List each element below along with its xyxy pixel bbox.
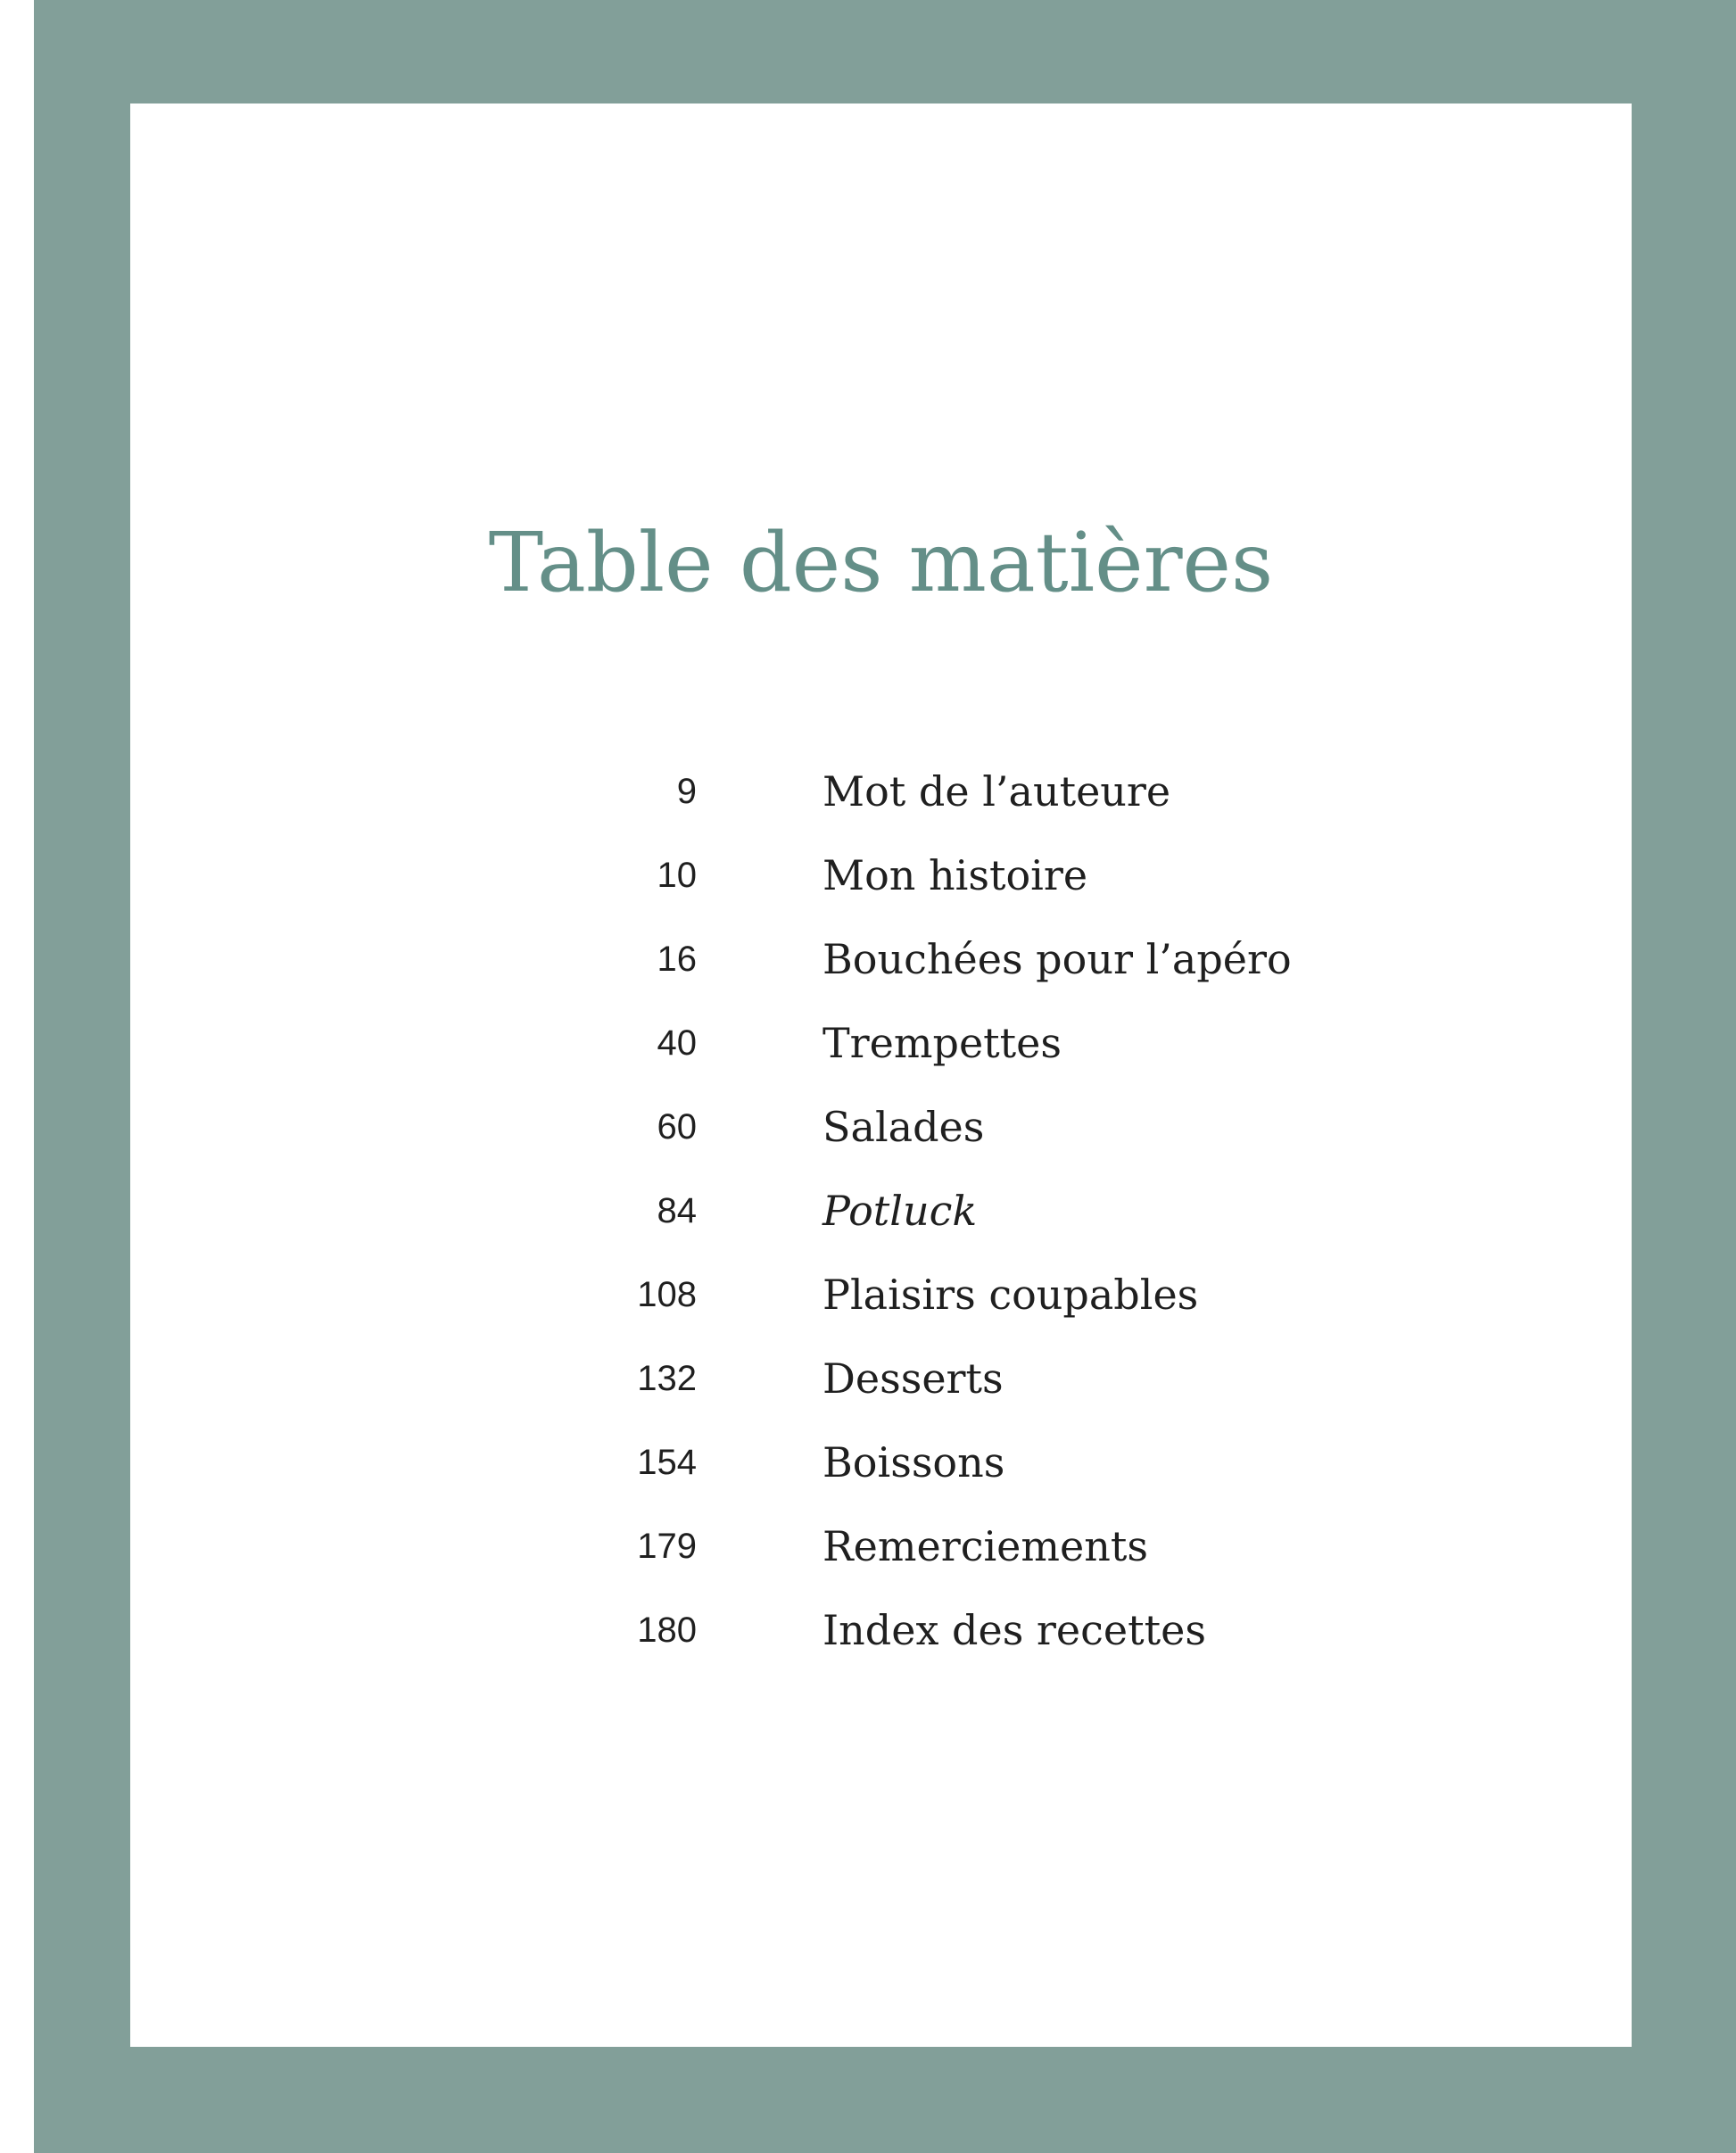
toc-entry[interactable] [130, 1169, 1632, 1253]
toc-entry[interactable] [130, 1588, 1632, 1672]
toc-entry-title: Trempettes [823, 1019, 1062, 1067]
toc-entry[interactable] [130, 1337, 1632, 1420]
toc-entry[interactable] [130, 1420, 1632, 1504]
toc-page-number: 16 [657, 940, 697, 979]
toc-page-number: 132 [637, 1359, 697, 1398]
page-border-frame [34, 0, 1736, 2153]
toc-entry[interactable] [130, 1253, 1632, 1337]
toc-entry[interactable] [130, 833, 1632, 917]
toc-entry-title: Bouchées pour l’apéro [823, 935, 1292, 983]
toc-page-number: 10 [657, 856, 697, 895]
page-title: Table des matières [488, 515, 1274, 610]
toc-page-number: 9 [676, 772, 697, 811]
toc-page-number: 84 [657, 1191, 697, 1230]
toc-entry-title: Plaisirs coupables [823, 1271, 1199, 1319]
toc-entry-title: Boissons [823, 1438, 1005, 1486]
toc-entry-title: Mot de l’auteure [823, 767, 1171, 816]
toc-entry[interactable] [130, 1085, 1632, 1169]
toc-page-number: 180 [637, 1611, 697, 1650]
toc-entry-title: Salades [823, 1103, 985, 1151]
table-of-contents [130, 749, 1632, 1672]
toc-entry-title: Desserts [823, 1354, 1004, 1403]
toc-entry[interactable] [130, 917, 1632, 1001]
toc-entry[interactable] [130, 1001, 1632, 1085]
toc-page-number: 179 [637, 1527, 697, 1566]
toc-page-number: 154 [637, 1443, 697, 1482]
page-content [130, 104, 1632, 2047]
toc-page-number: 60 [657, 1107, 697, 1147]
toc-page-number: 108 [637, 1275, 697, 1314]
toc-entry-title: Mon histoire [823, 851, 1088, 899]
toc-page-number: 40 [657, 1023, 697, 1063]
toc-entry-title: Potluck [823, 1187, 978, 1235]
toc-entry-title: Index des recettes [823, 1606, 1206, 1654]
toc-entry[interactable] [130, 749, 1632, 833]
toc-entry[interactable] [130, 1504, 1632, 1588]
toc-entry-title: Remerciements [823, 1522, 1148, 1570]
